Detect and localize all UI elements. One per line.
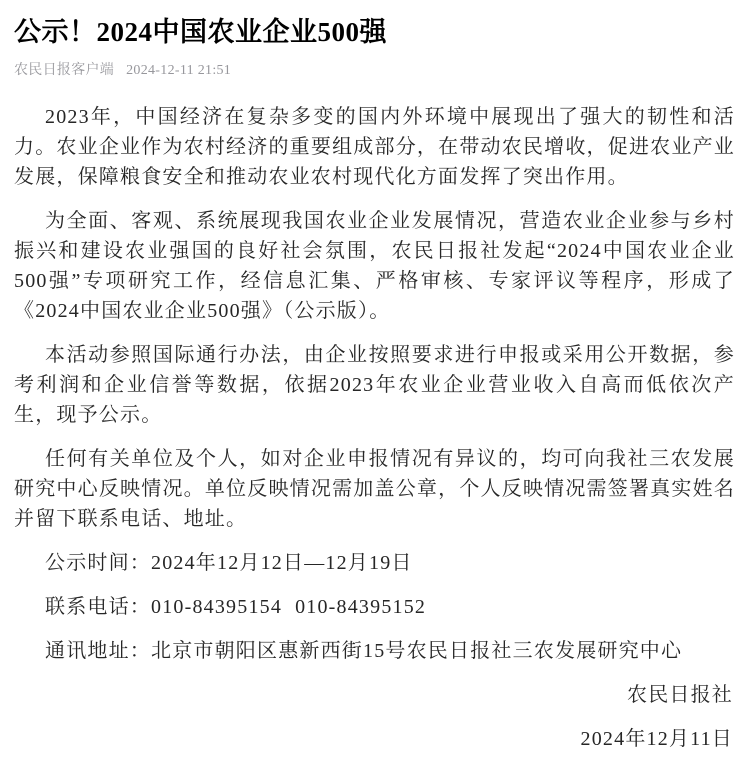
contact-phone-number-1: 010-84395154 [151, 596, 283, 618]
contact-phone-number-2: 010-84395152 [295, 596, 427, 618]
info-line-mailing-address [14, 636, 735, 666]
publicity-period-value: 2024年12月12日—12月19日 [151, 552, 413, 574]
article-paragraph-1: 2023年，中国经济在复杂多变的国内外环境中展现出了强大的韧性和活力。农业企业作为农村经济的重要组成部分，在带动农民增收，促进农业产业发展，保障粮食安全和推动农业农村现代化方面发挥了突出作用。 [14, 106, 735, 188]
article-paragraph-3: 本活动参照国际通行办法，由企业按照要求进行申报或采用公开数据，参考利润和企业信誉等数据，依据2023年农业企业营业收入自高而低依次产生，现予公示。 [14, 344, 735, 426]
signature-date: 2024年12月11日 [580, 728, 733, 750]
mailing-address-value: 北京市朝阳区惠新西街15号农民日报社三农发展研究中心 [151, 640, 683, 662]
article-paragraph-4: 任何有关单位及个人，如对企业申报情况有异议的，均可向我社三农发展研究中心反映情况。单位反映情况需加盖公章，个人反映情况需签署真实姓名并留下联系电话、地址。 [14, 448, 735, 530]
byline-source: 农民日报客户端 [14, 63, 115, 78]
signature-org: 农民日报社 [627, 684, 733, 706]
article-paragraph-2: 为全面、客观、系统展现我国农业企业发展情况，营造农业企业参与乡村振兴和建设农业强国的良好社会氛围，农民日报社发起“2024中国农业企业500强”专项研究工作，经信息汇集、严格审核、专家评议等程序，形成了《2024中国农业企业500强》（公示版）。 [14, 210, 735, 322]
contact-phone-label: 联系电话： [45, 596, 151, 618]
publicity-period-label: 公示时间： [45, 552, 151, 574]
byline [14, 62, 735, 80]
page-title: 公示！2024中国农业企业500强 [14, 17, 387, 47]
mailing-address-label: 通讯地址： [45, 640, 151, 662]
info-line-publicity-period [14, 548, 735, 578]
info-line-contact-phone [14, 592, 735, 622]
byline-timestamp: 2024-12-11 21:51 [126, 63, 232, 78]
